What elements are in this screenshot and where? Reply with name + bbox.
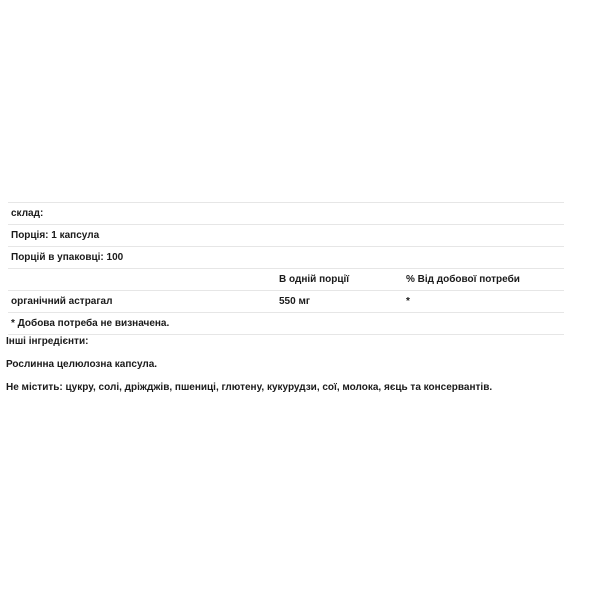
ingredient-amount: 550 мг [276, 291, 403, 313]
ingredient-daily-value: * [403, 291, 564, 313]
column-header-ingredient [8, 269, 276, 291]
facts-heading: склад: [8, 203, 564, 225]
table-row [8, 291, 564, 313]
servings-per-container: Порцій в упаковці: 100 [8, 247, 564, 269]
supplement-facts-table [8, 202, 564, 335]
capsule-description: Рослинна целюлозна капсула. [6, 359, 158, 370]
serving-size-row [8, 225, 564, 247]
ingredient-name: органічний астрагал [8, 291, 276, 313]
other-ingredients-heading: Інші інгредієнти: [6, 336, 89, 347]
facts-heading-row [8, 203, 564, 225]
serving-size: Порція: 1 капсула [8, 225, 564, 247]
free-of-statement: Не містить: цукру, солі, дріжджів, пшениці, глютену, кукурудзи, сої, молока, яєць та консервантів. [6, 382, 493, 393]
servings-per-container-row [8, 247, 564, 269]
column-header-row [8, 269, 564, 291]
footnote-row [8, 313, 564, 335]
column-header-amount: В одній порції [276, 269, 403, 291]
other-ingredients-section [6, 336, 586, 405]
footnote: * Добова потреба не визначена. [8, 313, 564, 335]
column-header-daily-value: % Від добової потреби [403, 269, 564, 291]
